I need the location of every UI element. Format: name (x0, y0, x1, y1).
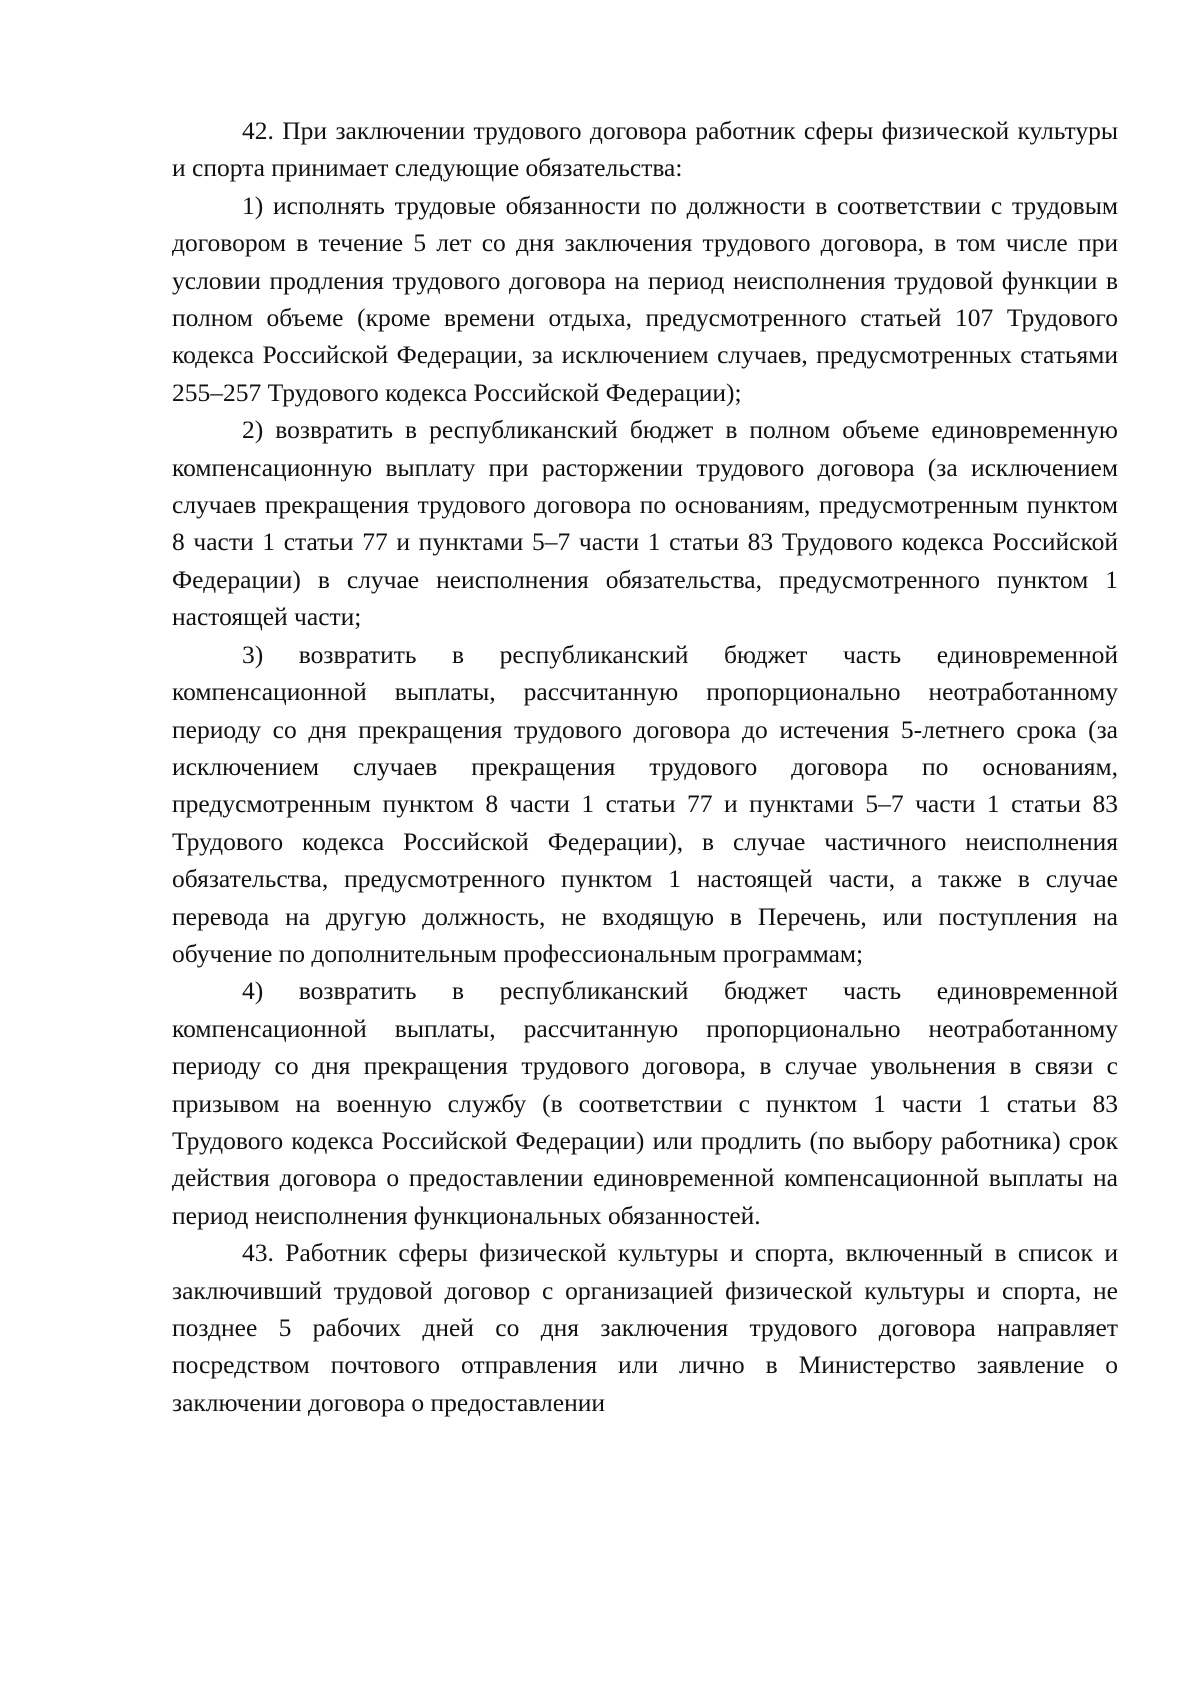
document-page (172, 112, 1118, 1421)
paragraph-42-item-1: 1) исполнять трудовые обязанности по должности в соответствии с трудовым договором в течение 5 лет со дня заключения трудового договора, в том числе при условии продления трудового договора на период неисполнения трудовой функции в полном объеме (кроме времени отдыха, предусмотренного статьей 107 Трудового кодекса Российской Федерации, за исключением случаев, предусмотренных статьями 255–257 Трудового кодекса Российской Федерации); (172, 190, 1118, 407)
paragraph-42-item-4: 4) возвратить в республиканский бюджет часть единовременной компенсационной выплаты, рассчитанную пропорционально неотработанному периоду со дня прекращения трудового договора, в случае увольнения в связи с призывом на военную службу (в соответствии с пунктом 1 части 1 статьи 83 Трудового кодекса Российской Федерации) или продлить (по выбору работника) срок действия договора о предоставлении единовременной компенсационной выплаты на период неисполнения функциональных обязанностей. (172, 976, 1118, 1230)
paragraph-42-item-3: 3) возвратить в республиканский бюджет часть единовременной компенсационной выплаты, рассчитанную пропорционально неотработанному периоду со дня прекращения трудового договора до истечения 5-летнего срока (за исключением случаев прекращения трудового договора по основаниям, предусмотренным пунктом 8 части 1 статьи 77 и пунктами 5–7 части 1 статьи 83 Трудового кодекса Российской Федерации), в случае частичного неисполнения обязательства, предусмотренного пунктом 1 настоящей части, а также в случае перевода на другую должность, не входящую в Перечень, или поступления на обучение по дополнительным профессиональным программам; (172, 639, 1118, 968)
paragraph-42-item-2: 2) возвратить в республиканский бюджет в полном объеме единовременную компенсационную выплату при расторжении трудового договора (за исключением случаев прекращения трудового договора по основаниям, предусмотренным пунктом 8 части 1 статьи 77 и пунктами 5–7 части 1 статьи 83 Трудового кодекса Российской Федерации) в случае неисполнения обязательства, предусмотренного пунктом 1 настоящей части; (172, 415, 1118, 632)
paragraph-43: 43. Работник сферы физической культуры и спорта, включенный в список и заключивший трудовой договор с организацией физической культуры и спорта, не позднее 5 рабочих дней со дня заключения трудового договора направляет посредством почтового отправления или лично в Министерство заявление о заключении договора о предоставлении (172, 1238, 1118, 1417)
paragraph-42: 42. При заключении трудового договора работник сферы физической культуры и спорта принимает следующие обязательства: (172, 116, 1118, 183)
